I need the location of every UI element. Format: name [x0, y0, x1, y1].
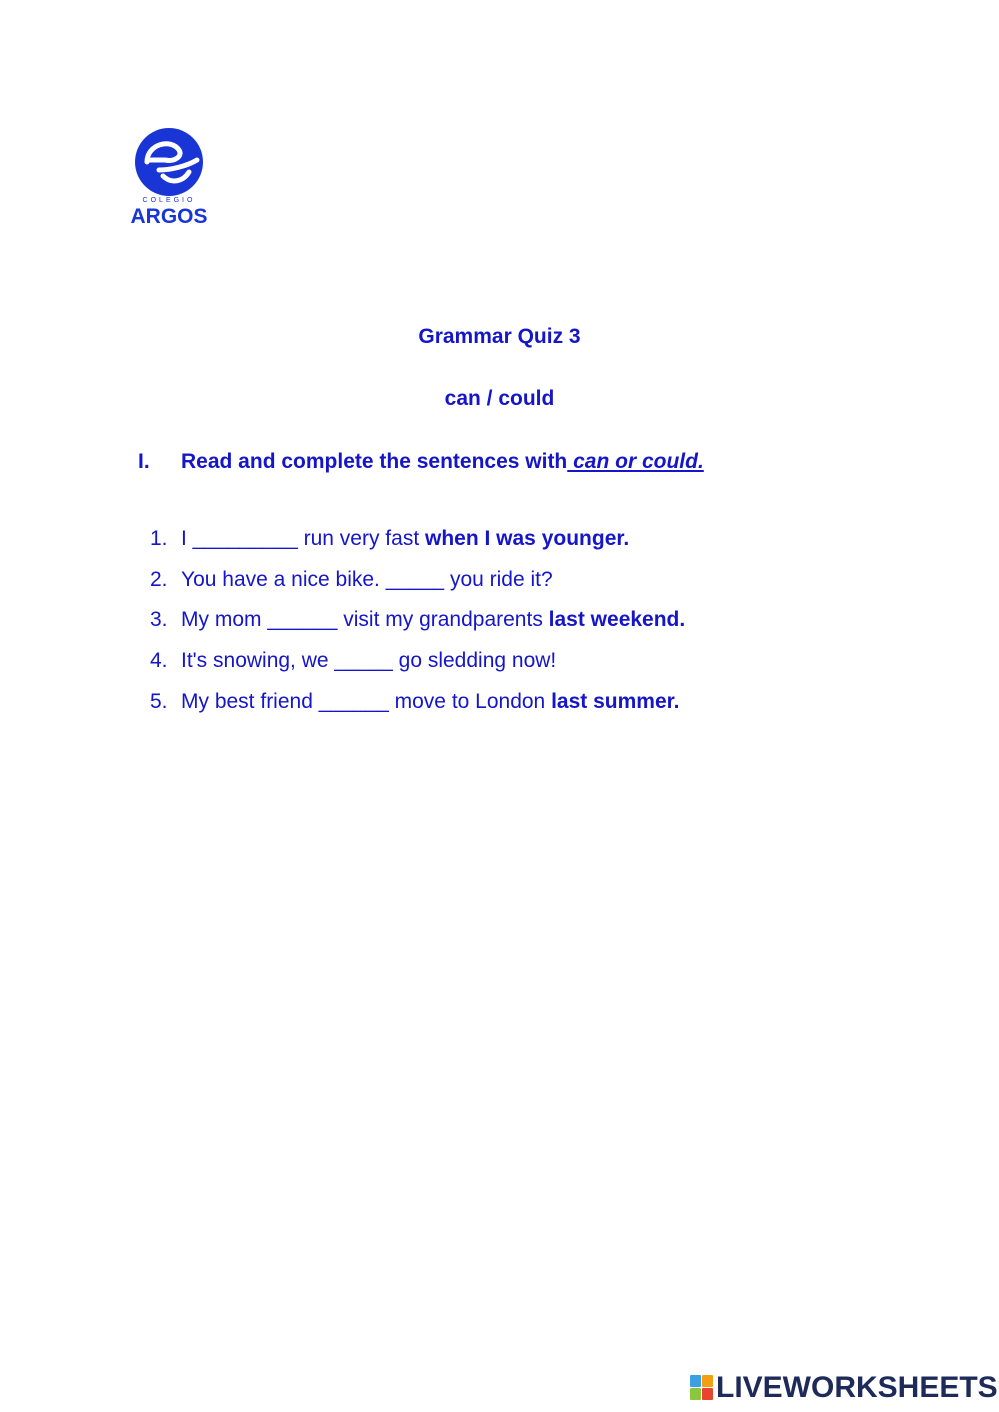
instruction-text: Read and complete the sentences with — [181, 450, 568, 473]
page-title: Grammar Quiz 3 — [418, 325, 581, 348]
school-logo — [127, 126, 211, 226]
logo-big-text: ARGOS — [130, 205, 208, 228]
logo-small-text: COLEGIO — [142, 197, 196, 204]
item-text: It's snowing, we _____ go sledding now! — [181, 649, 557, 673]
brand-wordmark: LIVEWORKSHEETS — [716, 1371, 998, 1404]
item-bold-text: when I was younger. — [425, 527, 630, 550]
item-number: 2. — [150, 567, 168, 591]
item-number: 1. — [150, 527, 168, 550]
exercise-item — [150, 649, 685, 690]
item-text: I _________ run very fast — [181, 527, 425, 550]
exercise-item — [150, 568, 685, 609]
item-text: My mom ______ visit my grandparents — [181, 608, 549, 632]
item-bold-text: last summer. — [551, 689, 680, 713]
exercise-list — [150, 527, 685, 730]
item-number: 4. — [150, 649, 168, 673]
item-text: My best friend ______ move to London — [181, 689, 552, 713]
instruction-number: I. — [138, 450, 150, 473]
item-text: You have a nice bike. _____ you ride it? — [181, 567, 553, 591]
item-number: 5. — [150, 689, 168, 713]
exercise-item — [150, 527, 685, 568]
brand-blocks-icon — [690, 1375, 714, 1401]
instruction-emphasis: can or could. — [567, 450, 704, 473]
item-bold-text: last weekend. — [548, 608, 686, 632]
logo-emblem-icon — [127, 126, 211, 196]
exercise-item — [150, 608, 685, 649]
page-subtitle: can / could — [444, 387, 555, 410]
item-number: 3. — [150, 608, 168, 632]
instruction — [138, 450, 704, 474]
exercise-item — [150, 690, 685, 731]
liveworksheets-brand — [690, 1371, 998, 1405]
